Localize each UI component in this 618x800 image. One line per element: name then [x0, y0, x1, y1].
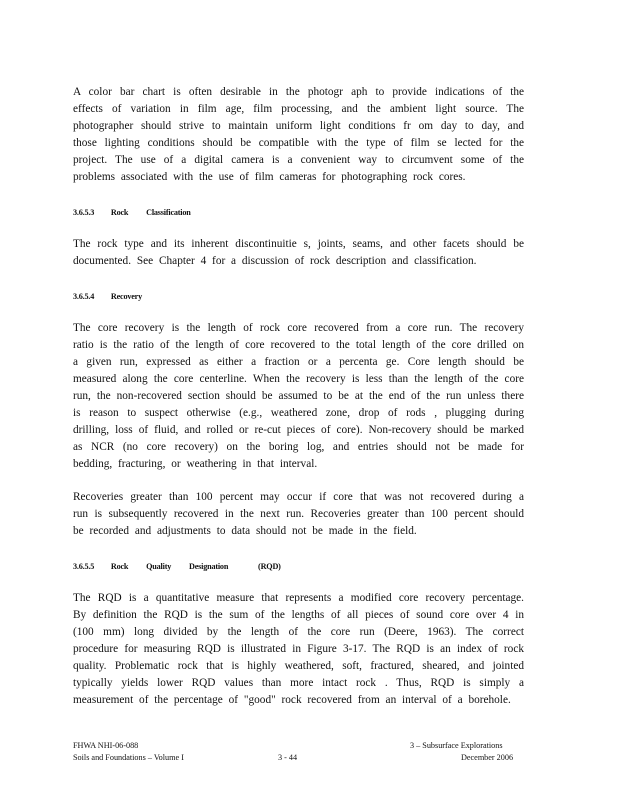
- paragraph-recoveries-over-100: Recoveries greater than 100 percent may occur if core that was not recovered during a run is subsequently recovered in the next run. Recoveries greater than 100 percent should be recorded and adjustments to data should not be made in the field.: [73, 491, 524, 537]
- footer-date: December 2006: [461, 753, 514, 762]
- heading-word: Quality: [146, 562, 172, 571]
- footer-doc-id: FHWA NHI-06-088: [73, 741, 139, 750]
- heading-word: (RQD): [258, 562, 281, 571]
- heading-word: Classification: [146, 208, 191, 217]
- paragraph-core-recovery: The core recovery is the length of rock core recovered from a core run. The recovery ratio is the ratio of the length of core recovered to the total length of the core drilled on a given run, expressed as either a fraction or a percenta ge. Core length should be measured along the core centerline. When the recovery is less than the length of the core run, the non-recovered section should be assumed to be at the end of the run unless there is reason to suspect otherwise (e.g., weathered zone, drop of rods , plugging during drilling, loss of fluid, and rolled or re-cut pieces of core). Non-recovery should be marked as NCR (no core recovery) on the boring log, and entries should not be made for bedding, fracturing, or weathering in that interval.: [73, 322, 524, 470]
- heading-word: Rock: [110, 208, 129, 217]
- section-heading-rqd: [73, 562, 297, 571]
- section-heading-rock-classification: [73, 208, 207, 217]
- section-heading-recovery: [73, 292, 158, 301]
- heading-word: Designation: [188, 562, 229, 571]
- section-number: 3.6.5.3: [73, 208, 95, 217]
- footer-title: Soils and Foundations – Volume I: [73, 753, 184, 762]
- heading-word: Recovery: [110, 292, 142, 301]
- footer-chapter: 3 – Subsurface Explorations: [410, 741, 503, 750]
- footer-page-number: 3 - 44: [278, 753, 298, 762]
- section-number: 3.6.5.5: [73, 562, 95, 571]
- paragraph-color-bar-chart: A color bar chart is often desirable in the photogr aph to provide indications of the effects of variation in film age, film processing, and the ambient light source. The photographer should strive to maintain uniform light conditions fr om day to day, and those lighting conditions should be compatible with the type of film se lected for the project. The use of a digital camera is a convenient way to circumvent some of the problems associated with the use of film cameras for photographing rock cores.: [73, 86, 524, 183]
- paragraph-rqd-definition: The RQD is a quantitative measure that represents a modified core recovery percentage. By definition the RQD is the sum of the lengths of all pieces of sound core over 4 in (100 mm) long divided by the length of the core run (Deere, 1963). The correct procedure for measuring RQD is illustrated in Figure 3-17. The RQD is an index of rock quality. Problematic rock that is highly weathered, soft, fractured, sheared, and jointed typically yields lower RQD values than more intact rock . Thus, RQD is simply a measurement of the percentage of "good" rock recovered from an interval of a borehole.: [73, 592, 524, 706]
- paragraph-rock-type: The rock type and its inherent discontinuitie s, joints, seams, and other facets should be documented. See Chapter 4 for a discussion of rock description and classification.: [73, 238, 524, 267]
- heading-word: Rock: [110, 562, 129, 571]
- section-number: 3.6.5.4: [73, 292, 95, 301]
